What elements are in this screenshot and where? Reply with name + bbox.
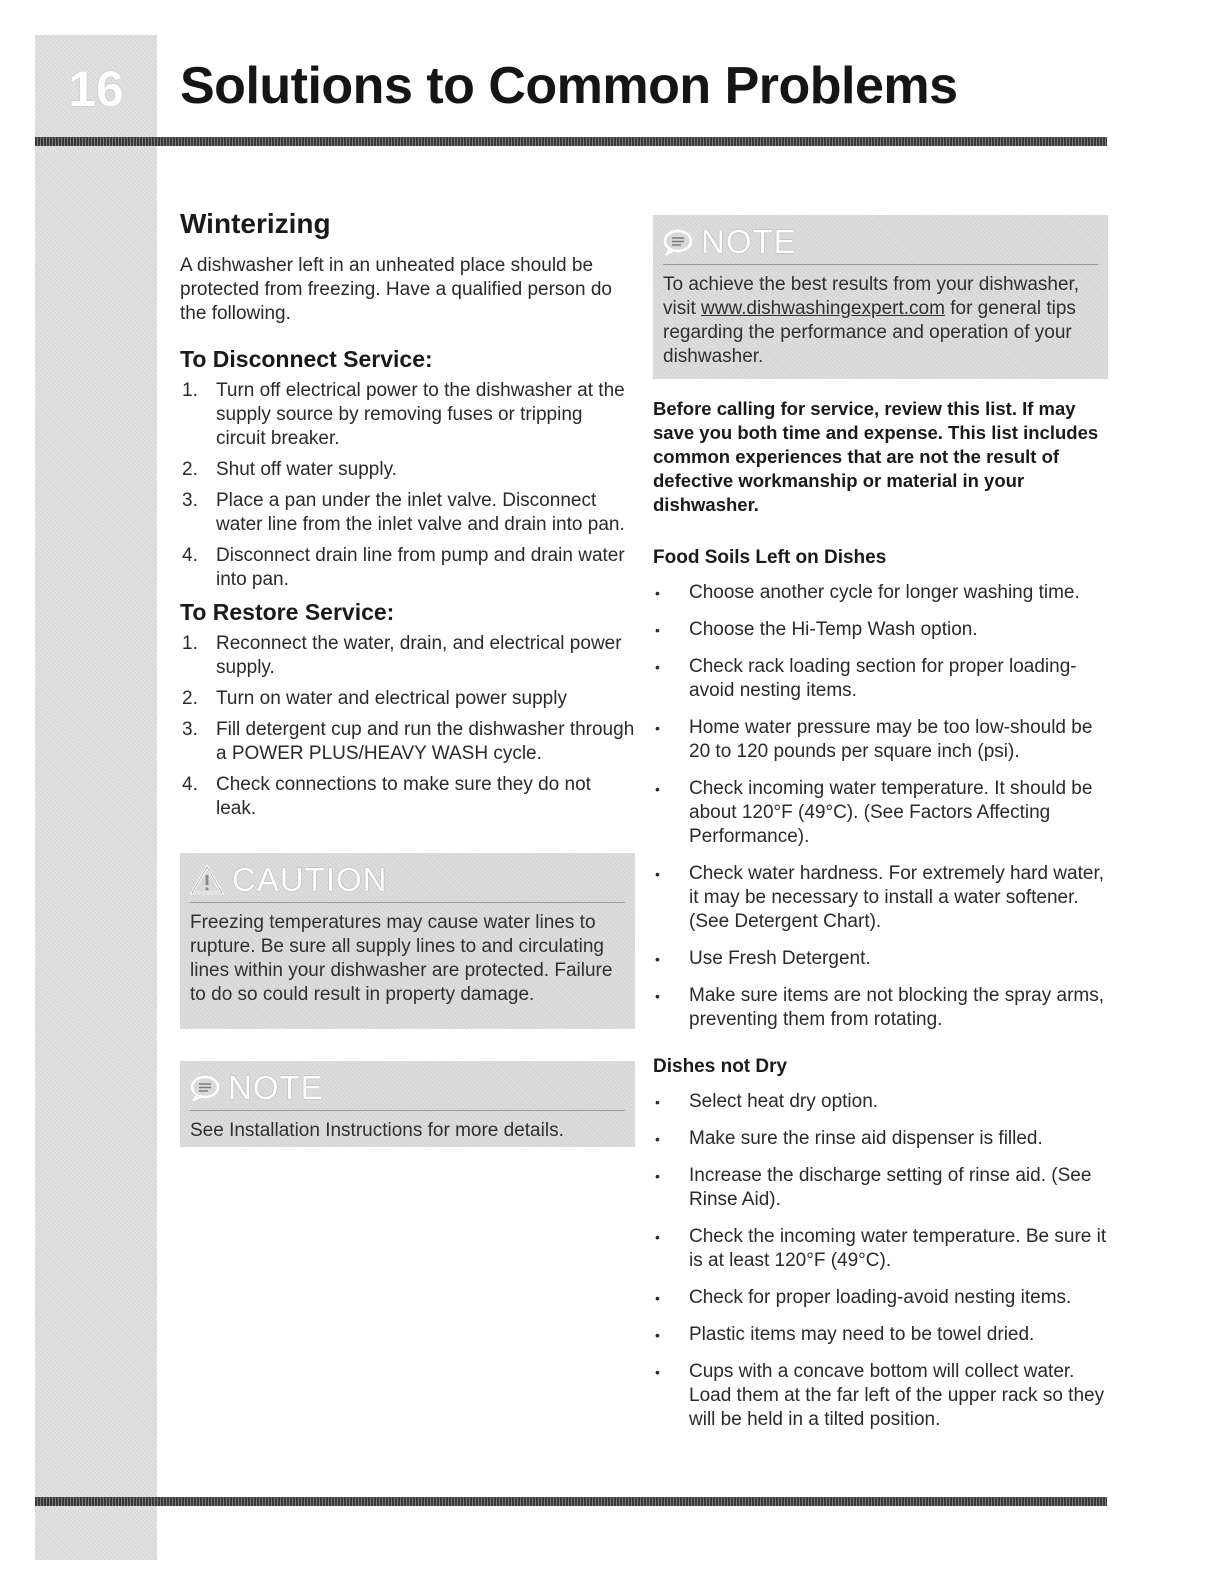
restore-steps [180,632,635,821]
disconnect-step: 1. Turn off electrical power to the dishwasher at the supply source by removing fuses or tripping circuit breaker. [182,380,625,449]
bottom-rule [35,1497,1107,1506]
installation-note-label: NOTE [228,1069,324,1106]
website-note-header [663,223,1098,265]
list-item: • Check for proper loading-avoid nesting items. [653,1286,1108,1310]
top-rule [35,137,1107,146]
note-icon [190,1075,220,1101]
food-soils-heading: Food Soils Left on Dishes [653,547,887,568]
page-title: Solutions to Common Problems [180,57,958,115]
disconnect-step: 3. Place a pan under the inlet valve. Disconnect water line from the inlet valve and drain into pan. [182,490,625,535]
caution-label: CAUTION [232,861,388,898]
list-item: • Choose another cycle for longer washing time. [653,581,1108,605]
food-soils-list [653,581,1108,1032]
website-note-label: NOTE [701,223,797,260]
list-item: • Check the incoming water temperature. Be sure it is at least 120°F (49°C). [653,1225,1108,1273]
list-item: • Cups with a concave bottom will collect water. Load them at the far left of the upper rack so they will be held in a tilted position. [653,1360,1108,1432]
list-item: • Select heat dry option. [653,1090,1108,1114]
website-note-box [653,215,1108,379]
list-item: • Check rack loading section for proper loading-avoid nesting items. [653,655,1108,703]
website-note-text: To achieve the best results from your dishwasher, visit www.dishwashingexpert.com for general tips regarding the performance and operation of your dishwasher. [663,274,1080,367]
right-column [653,215,1108,1456]
list-item: • Check water hardness. For extremely hard water, it may be necessary to install a water softener. (See Detergent Chart). [653,862,1108,934]
website-link[interactable]: www.dishwashingexpert.com [701,298,945,319]
note-icon [663,229,693,255]
list-item: • Home water pressure may be too low-should be 20 to 120 pounds per square inch (psi). [653,716,1108,764]
list-item: • Increase the discharge setting of rinse aid. (See Rinse Aid). [653,1164,1108,1212]
winterizing-heading: Winterizing [180,208,331,239]
disconnect-step: 4. Disconnect drain line from pump and drain water into pan. [182,545,625,590]
warning-triangle-icon [190,865,224,895]
restore-step: 1. Reconnect the water, drain, and electrical power supply. [182,633,622,678]
restore-heading: To Restore Service: [180,599,395,625]
list-item: • Check incoming water temperature. It should be about 120°F (49°C). (See Factors Affecting Performance). [653,777,1108,849]
list-item: • Plastic items may need to be towel dried. [653,1323,1108,1347]
list-item: • Make sure the rinse aid dispenser is filled. [653,1127,1108,1151]
disconnect-steps [180,379,635,592]
caution-text: Freezing temperatures may cause water lines to rupture. Be sure all supply lines to and circulating lines within your dishwasher are protected. Failure to do so could result in property damage. [190,912,613,1005]
caution-box [180,853,635,1029]
installation-note-box [180,1061,635,1147]
service-intro: Before calling for service, review this list. If may save you both time and expense. This list includes common experiences that are not the result of defective workmanship or material in your dishwasher. [653,398,1099,515]
dishes-not-dry-heading: Dishes not Dry [653,1056,788,1077]
restore-step: 3. Fill detergent cup and run the dishwasher through a POWER PLUS/HEAVY WASH cycle. [182,719,635,764]
list-item: • Use Fresh Detergent. [653,947,1108,971]
disconnect-step: 2. Shut off water supply. [182,459,397,480]
dishes-not-dry-list [653,1090,1108,1432]
side-strip [35,35,157,1560]
winterizing-intro: A dishwasher left in an unheated place should be protected from freezing. Have a qualified person do the following. [180,255,612,324]
left-column [180,208,635,1147]
list-item: • Make sure items are not blocking the spray arms, preventing them from rotating. [653,984,1108,1032]
page-number: 16 [68,61,124,117]
installation-note-header [190,1069,625,1111]
disconnect-heading: To Disconnect Service: [180,346,433,372]
caution-header [190,861,625,903]
list-item: • Choose the Hi-Temp Wash option. [653,618,1108,642]
restore-step: 4. Check connections to make sure they do not leak. [182,774,591,819]
restore-step: 2. Turn on water and electrical power supply [182,688,567,709]
installation-note-text: See Installation Instructions for more details. [190,1120,564,1141]
